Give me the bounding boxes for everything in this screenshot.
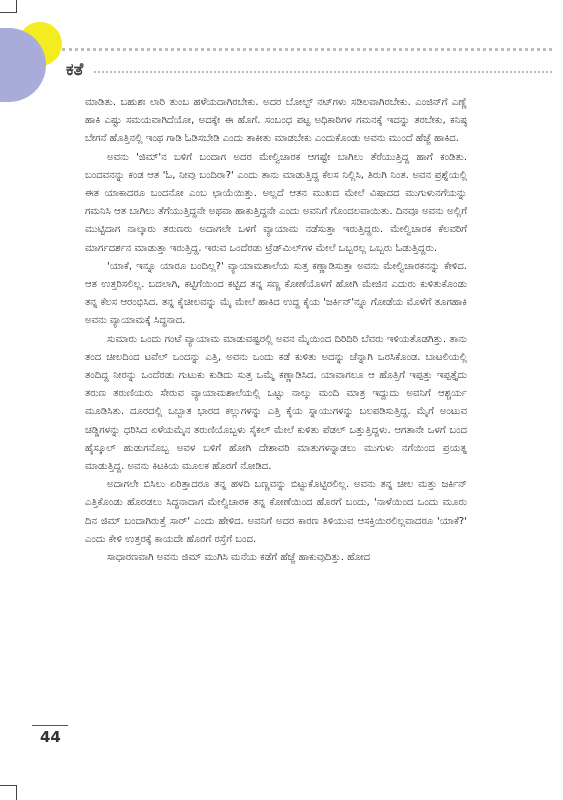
story-body [85,94,467,567]
crop-mark-top-left-v [16,0,17,13]
paragraph: ಸುಮಾರು ಒಂದು ಗಂಟೆ ವ್ಯಾಯಾಮ ಮಾಡುವಷ್ಟರಲ್ಲಿ ಅವನ ಮೈಯಿಂದ ದಿರಿದಿರಿ ಬೆವರು ಇಳಿಯತೊಡಗಿತ್ತು. ತಾನು ತಂದ ಚೀಲದಿಂದ ಟವೆಲ್ ಒಂದನ್ನು ಎತ್ತಿ, ಅವನು ಒಂದು ಕಡೆ ಕುಳಿತು ಅದನ್ನು ಚೆನ್ನಾಗಿ ಒರಸಿಕೊಂಡ. ಬಾಟಲಿಯಲ್ಲಿ ತಂದಿದ್ದ ನೀರನ್ನು ಒಂದೆರಡು ಗುಟುಕು ಕುಡಿದು ಸುತ್ತ ಒಮ್ಮೆ ಕಣ್ಣಾಡಿಸಿದ. ಯಾವಾಗಲೂ ಆ ಹೊತ್ತಿಗೆ ಇಪ್ಪತ್ತು ಇಪ್ಪತ್ತೈದು ತರುಣ ತರುಣಿಯರು ಸೇರುವ ವ್ಯಾಯಾಮಶಾಲೆಯಲ್ಲಿ ಒಟ್ಟು ನಾಲ್ಕು ಮಂದಿ ಮಾತ್ರ ಇದ್ದುದು ಅವನಿಗೆ ಆಶ್ಚರ್ಯ ಮೂಡಿಸಿತು. ದೂರದಲ್ಲಿ ಒಬ್ಬಾತ ಭಾರದ ಕಲ್ಲುಗಳನ್ನು ಎತ್ತಿ ಕೈಯ ಸ್ನಾಯುಗಳನ್ನು ಬಲಪಡಿಸುತ್ತಿದ್ದ. ಮೈಗೆ ಅಂಟುವ ಚಡ್ಡಿಗಳನ್ನು ಧರಿಸಿದ ಏಳೆಯಮೈನ ತರುಣಿಯೊಬ್ಬಳು ಸೈಕಲ್ ಮೇಲೆ ಕುಳಿತು ಪೆಡಲ್ ಒತ್ತುತ್ತಿದ್ದಳು. ಆಗತಾನೇ ಒಳಗೆ ಬಂದ ಹೈಸ್ಕೂಲ್ ಹುಡುಗನೊಬ್ಬ ಅವಳ ಬಳಿಗೆ ಹೋಗಿ ದೇಶಾವರಿ ಮಾತುಗಳನ್ನಾಡಲು ಮುಗುಳು ನಗೆಯಿಂದ ಪ್ರಯತ್ನ ಮಾಡುತ್ತಿದ್ದ. ಅವನು ಕಿಟಕಿಯ ಮೂಲಕ ಹೊರಗೆ ನೋಡಿದ. [85,333,467,473]
page-number-rule [32,725,68,726]
section-dotted-line [94,71,552,73]
paragraph: ಅವನು 'ಜಿಮ್'ನ ಬಳಿಗೆ ಬಂದಾಗ ಅದರ ಮೇಲ್ವಿಚಾರಕ ಆಗಷ್ಟೇ ಬಾಗಿಲು ತೆರೆಯುತ್ತಿದ್ದ ಹಾಗೆ ಕಂಡಿತು. ಬಂದವನನ್ನು ಕಂಡ ಆತ 'ಓ, ನೀವು ಬಂದಿರಾ?' ಎಂದು ತಾನು ಮಾಡುತ್ತಿದ್ದ ಕೆಲಸ ನಿಲ್ಲಿಸಿ, ತಿರುಗಿ ನಿಂತ. ಅವನ ಪ್ರಶ್ನೆಯಲ್ಲಿ ಈತ ಯಾಕಾದರೂ ಬಂದನೋ ಎಂಬ ಛಾಯೆಯಿತ್ತು. ಅಲ್ಲದೆ ಆತನ ಮುಖದ ಮೇಲೆ ವಿಷಾದದ ಮುಗುಳುನಗೆಯನ್ನು ಗಮನಿಸಿ ಆತ ಬಾಗಿಲು ತೆಗೆಯುತ್ತಿದ್ದನೇ ಅಥವಾ ಹಾಕುತ್ತಿದ್ದನೇ ಎಂದು ಅವನಿಗೆ ಗೊಂದಲವಾಯಿತು. ದಿನವೂ ಅವನು ಅಲ್ಲಿಗೆ ಮುಟ್ಟಿದಾಗ ನಾಲ್ಕಾರು ತರುಣರು ಅದಾಗಲೇ ಒಳಗೆ ವ್ಯಾಯಾಮ ನಡೆಸುತ್ತಾ ಇರುತ್ತಿದ್ದರು. ಮೇಲ್ವಿಚಾರಕ ಕೆಲವರಿಗೆ ಮಾರ್ಗದರ್ಶನ ಮಾಡುತ್ತಾ ಇರುತ್ತಿದ್ದ. ಇರುವ ಒಂದೆರಡು ಟ್ರೆಡ್‌ಮಿಲ್‌ಗಳ ಮೇಲೆ ಒಬ್ಬರಲ್ಲ ಒಬ್ಬರು ಓಡುತ್ತಿದ್ದರು. [85,151,467,254]
paragraph: ಅದಾಗಲೇ ಬಿಸಿಲು ಏರಿತ್ತಾದರೂ ತನ್ನ ಹಳದಿ ಬಣ್ಣವನ್ನು ಬಿಟ್ಟುಕೊಟ್ಟಿರಲಿಲ್ಲ. ಅವನು ತನ್ನ ಚೀಲ ಮತ್ತು ಜರ್ಕಿನ್ ಎತ್ತಿಕೊಂಡು ಹೊರಡಲು ಸಿದ್ಧನಾದಾಗ ಮೇಲ್ವಿಚಾರಕ ತನ್ನ ಕೋಣೆಯಿಂದ ಹೊರಗೆ ಬಂದು, 'ನಾಳೆಯಿಂದ ಒಂದು ಮೂರು ದಿನ ಜಿಮ್ ಬಂದಾಗಿರುತ್ತೆ ಸಾರ್' ಎಂದು ಹೇಳಿದ. ಅವನಿಗೆ ಅದರ ಕಾರಣ ತಿಳಿಯುವ ಆಸಕ್ತಿಯಿರಲಿಲ್ಲವಾದರೂ 'ಯಾಕೆ?' ಎಂದು ಕೇಳಿ ಉತ್ತರಕ್ಕೆ ಕಾಯದೇ ಹೊರಗೆ ರಸ್ತೆಗೆ ಬಂದ. [85,479,467,545]
paragraph: 'ಯಾಕೆ, ಇನ್ನೂ ಯಾರೂ ಬಂದಿಲ್ಲ?' ವ್ಯಾಯಾಮಶಾಲೆಯ ಸುತ್ತ ಕಣ್ಣಾಡಿಸುತ್ತಾ ಅವನು ಮೇಲ್ವಿಚಾರಕನನ್ನು ಕೇಳಿದ. ಆತ ಉತ್ತರಿಸಲಿಲ್ಲ. ಬದಲಾಗಿ, ಕಟ್ಟಿಗೆಯಿಂದ ಕಟ್ಟಿದ ತನ್ನ ಸಣ್ಣ ಕೋಣೆಯೊಳಗೆ ಹೋಗಿ ಮೇಜಿನ ಎದುರು ಕುಳಿತುಕೊಂಡು ತನ್ನ ಕೆಲಸ ಆರಂಭಿಸಿದ. ತನ್ನ ಕೈಚೀಲವನ್ನು ಮೈ ಮೇಲೆ ಹಾಕಿದ ಉದ್ದ ಕೈಯ 'ಜರ್ಕಿನ್'ನ್ನೂ ಗೋಡೆಯ ಮೊಳೆಗೆ ತೂಗಹಾಕಿ ಅವನು ವ್ಯಾಯಾಮಕ್ಕೆ ಸಿದ್ಧನಾದ. [85,260,467,327]
page-number: 44 [40,728,61,746]
crop-mark-bottom-left-h [0,785,16,786]
paragraph: ಸಾಧಾರಣವಾಗಿ ಅವನು ಜಿಮ್ ಮುಗಿಸಿ ಮನೆಯ ಕಡೆಗೆ ಹೆಜ್ಜೆ ಹಾಕುವುದಿತ್ತು. ಹೋದ [107,552,371,564]
crop-mark-bottom-left-v [16,785,17,800]
header-dotted-line [62,48,552,51]
crop-mark-top-left-h [0,12,16,13]
section-label: ಕತೆ [66,60,84,80]
paragraph: ಮಾಡಿತು. ಬಹುಶಃ ಲಾರಿ ತುಂಬ ಹಳೆಯದಾಗಿರಬೇಕು. ಅದರ ಬೋಲ್ಟ್ ನಟ್‌ಗಳು ಸಡಿಲವಾಗಿರಬೇಕು. ಎಂಜಿನ್‌ಗೆ ಎಣ್ಣೆ ಹಾಕಿ ಎಷ್ಟು ಸಮಯವಾಗಿದೆಯೋ, ಅದಕ್ಕೇ ಈ ಹೊಗೆ. ಸಂಬಂಧ ಪಟ್ಟ ಅಧಿಕಾರಿಗಳ ಗಮನಕ್ಕೆ ಇದನ್ನು ತರಬೇಕು, ಕನಿಷ್ಠ ಬೇಗನೆ ಹೊತ್ತಿನಲ್ಲಿ ಇಂಥ ಗಾಡಿ ಓಡಿಸಬೇಡಿ ಎಂದು ತಾಕೀತು ಮಾಡಬೇಕು ಎಂದುಕೊಂಡು ಅವನು ಮುಂದೆ ಹೆಜ್ಜೆ ಹಾಕಿದ. [85,97,467,145]
